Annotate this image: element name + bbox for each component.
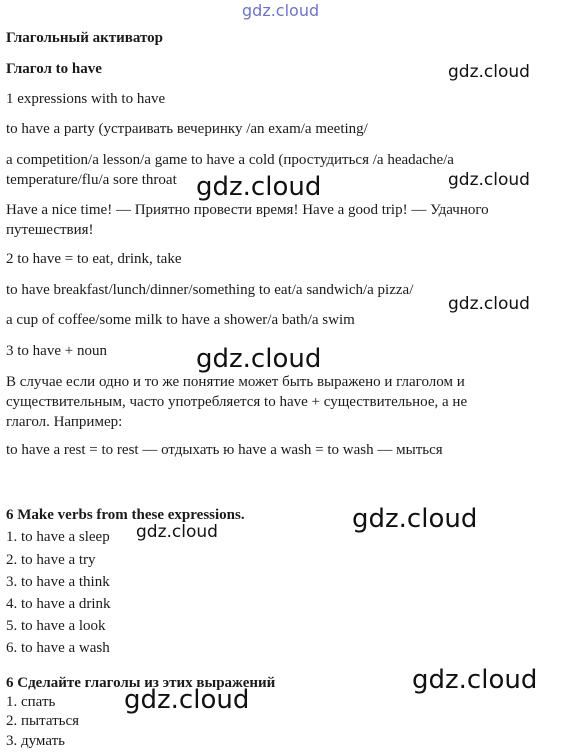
exercise-item: 6. to have a wash: [6, 640, 110, 656]
watermark: gdz.cloud: [448, 170, 530, 190]
paragraph-competition-cont: temperature/flu/a sore throat: [6, 172, 177, 188]
exercise-title: 6 Make verbs from these expressions.: [6, 507, 245, 523]
paragraph-nice-time-cont: путешествия!: [6, 222, 94, 238]
paragraph-nice-time: Have a nice time! — Приятно провести время! Have a good trip! — Удачного: [6, 202, 489, 218]
section-title: Глагол to have: [6, 61, 102, 77]
exercise-item: 4. to have a drink: [6, 596, 111, 612]
watermark: gdz.cloud: [448, 294, 530, 314]
exercise-item: 1. to have a sleep: [6, 529, 110, 545]
exercise-ru-item: 3. думать: [6, 733, 65, 749]
exercise-ru-title: 6 Сделайте глаголы из этих выражений: [6, 675, 276, 691]
paragraph-rest: to have a rest = to rest — отдыхать ю have a wash = to wash — мыться: [6, 442, 443, 458]
paragraph-rule: В случае если одно и то же понятие может быть выражено и глаголом и: [6, 374, 465, 390]
paragraph-rule-cont: существительным, часто употребляется to have + существительное, а не: [6, 394, 468, 410]
page-title: Глагольный активатор: [6, 30, 163, 46]
exercise-item: 3. to have a think: [6, 574, 110, 590]
watermark: gdz.cloud: [124, 685, 250, 715]
exercise-ru-item: 1. спать: [6, 694, 56, 710]
paragraph-coffee: a cup of coffee/some milk to have a shower/a bath/a swim: [6, 312, 355, 328]
exercise-item: 2. to have a try: [6, 552, 96, 568]
watermark: gdz.cloud: [412, 665, 538, 695]
exercise-item: 5. to have a look: [6, 618, 106, 634]
watermark: gdz.cloud: [196, 344, 322, 374]
exercise-ru-item: 2. пытаться: [6, 713, 80, 729]
watermark-header: gdz.cloud: [242, 1, 320, 20]
paragraph-noun: 3 to have + noun: [6, 343, 107, 359]
paragraph-party: to have a party (устраивать вечеринку /an exam/a meeting/: [6, 121, 368, 137]
paragraph-eat: 2 to have = to eat, drink, take: [6, 251, 182, 267]
paragraph-competition: a competition/a lesson/a game to have a cold (простудиться /a headache/a: [6, 152, 454, 168]
watermark: gdz.cloud: [448, 62, 530, 82]
watermark: gdz.cloud: [196, 172, 322, 202]
paragraph-breakfast: to have breakfast/lunch/dinner/something to eat/a sandwich/a pizza/: [6, 282, 414, 298]
watermark: gdz.cloud: [136, 522, 218, 542]
watermark: gdz.cloud: [352, 504, 478, 534]
paragraph-expressions: 1 expressions with to have: [6, 91, 166, 107]
paragraph-rule-example: глагол. Например:: [6, 414, 123, 430]
